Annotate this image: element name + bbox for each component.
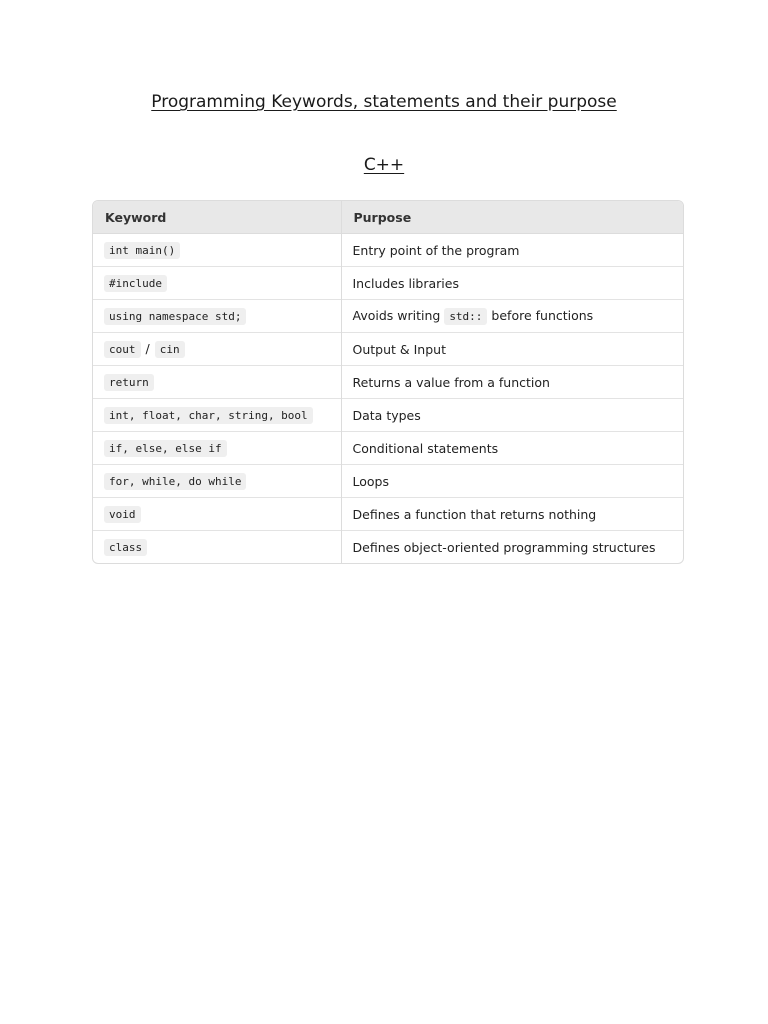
purpose-text: Defines a function that returns nothing <box>352 506 597 522</box>
purpose-cell <box>341 465 683 498</box>
keyword-code: return <box>104 374 154 391</box>
keyword-table-container <box>92 200 684 564</box>
purpose-text: Loops <box>352 473 389 489</box>
table-row <box>93 399 683 432</box>
purpose-text: Output & Input <box>352 341 446 357</box>
purpose-cell <box>341 531 683 564</box>
keyword-cell <box>93 465 341 498</box>
page-title: Programming Keywords, statements and their purpose <box>151 92 617 112</box>
purpose-text: Entry point of the program <box>352 242 520 258</box>
section-title: C++ <box>363 155 405 175</box>
purpose-text: Data types <box>352 407 421 423</box>
column-header-purpose: Purpose <box>341 201 683 234</box>
keyword-cell <box>93 432 341 465</box>
keyword-cell <box>93 234 341 267</box>
purpose-text: Conditional statements <box>352 440 499 456</box>
table-row <box>93 267 683 300</box>
purpose-text: Avoids writing <box>352 307 441 323</box>
table-row <box>93 498 683 531</box>
purpose-cell <box>341 333 683 366</box>
table-row <box>93 366 683 399</box>
purpose-text: Defines object-oriented programming structures <box>352 539 656 555</box>
keyword-cell <box>93 333 341 366</box>
keyword-code: int main() <box>104 242 180 259</box>
purpose-cell <box>341 432 683 465</box>
keyword-cell <box>93 498 341 531</box>
table-row <box>93 465 683 498</box>
table-body <box>93 234 683 564</box>
keyword-table <box>93 201 683 563</box>
keyword-cell <box>93 300 341 333</box>
keyword-separator: / <box>145 340 150 356</box>
keyword-code: class <box>104 539 147 556</box>
keyword-code: #include <box>104 275 167 292</box>
purpose-cell <box>341 366 683 399</box>
purpose-text: Returns a value from a function <box>352 374 550 390</box>
table-row <box>93 531 683 564</box>
table-row <box>93 300 683 333</box>
keyword-code: int, float, char, string, bool <box>104 407 313 424</box>
keyword-cell <box>93 531 341 564</box>
table-header-row <box>93 201 683 234</box>
keyword-code: using namespace std; <box>104 308 246 325</box>
table-row <box>93 333 683 366</box>
keyword-code: for, while, do while <box>104 473 246 490</box>
keyword-code: void <box>104 506 141 523</box>
purpose-inline-code: std:: <box>444 308 487 325</box>
keyword-code: if, else, else if <box>104 440 227 457</box>
purpose-cell <box>341 399 683 432</box>
purpose-cell <box>341 498 683 531</box>
table-row <box>93 432 683 465</box>
purpose-cell <box>341 267 683 300</box>
keyword-cell <box>93 267 341 300</box>
purpose-cell <box>341 300 683 333</box>
keyword-code: cout <box>104 341 141 358</box>
keyword-cell <box>93 399 341 432</box>
purpose-text: Includes libraries <box>352 275 459 291</box>
purpose-text-after: before functions <box>491 307 594 323</box>
keyword-code: cin <box>155 341 185 358</box>
keyword-cell <box>93 366 341 399</box>
column-header-keyword: Keyword <box>93 201 341 234</box>
table-row <box>93 234 683 267</box>
purpose-cell <box>341 234 683 267</box>
